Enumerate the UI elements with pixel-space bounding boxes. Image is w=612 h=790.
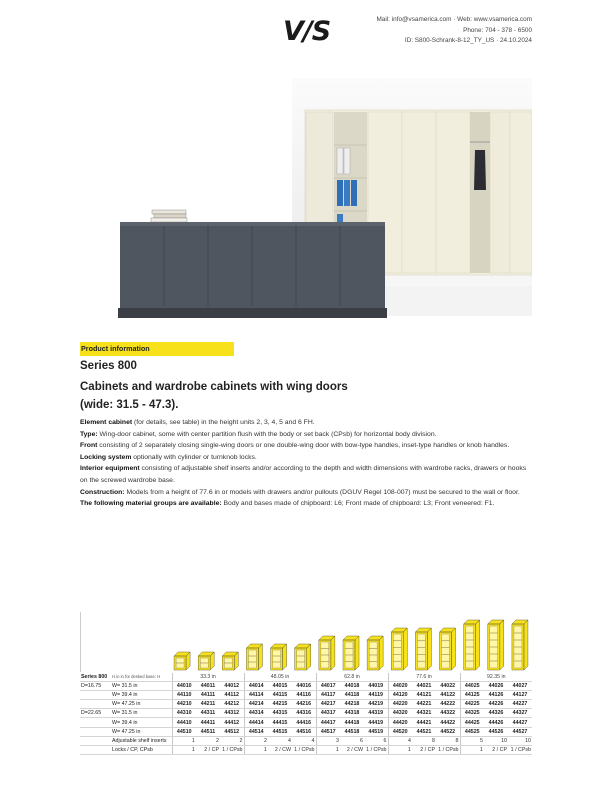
locks-row-value: 1 [172,745,196,754]
product-photo [80,60,532,336]
locks-row-value: 1 [388,745,412,754]
article-number: 44121 [412,691,436,700]
width-cell: W= 39.4 in [111,718,172,727]
article-number: 44510 [172,727,196,736]
article-number: 44126 [484,691,508,700]
paragraph-type: Type: Wing-door cabinet, some with center partition flush with the body or set back (CPsb) for horizontal body division. [80,430,437,438]
article-number: 44219 [364,700,388,709]
article-number: 44125 [460,691,484,700]
depth-cell [80,700,111,709]
article-number: 44111 [196,691,220,700]
cabinet-thumbnail [295,644,311,670]
height-header: 92.35 in [460,673,532,682]
cabinet-thumbnail [222,652,238,670]
article-number: 44416 [292,718,316,727]
row-spacer [80,736,111,745]
shelf-row-value: 2 [220,736,244,745]
article-number: 44114 [244,691,268,700]
table-row [80,709,532,718]
article-number: 44519 [364,727,388,736]
article-number: 44119 [364,691,388,700]
article-number: 44418 [340,718,364,727]
article-number: 44417 [316,718,340,727]
table-row [80,682,532,691]
article-number: 44016 [292,682,316,691]
shelf-row-value: 2 [196,736,220,745]
article-number: 44012 [220,682,244,691]
article-number: 44526 [484,727,508,736]
article-number: 44325 [460,709,484,718]
article-number: 44521 [412,727,436,736]
article-number: 44321 [412,709,436,718]
article-number: 44214 [244,700,268,709]
shelf-row-value: 8 [436,736,460,745]
article-number: 44211 [196,700,220,709]
headline-line: (wide: 31.5 - 47.3). [80,399,179,411]
paragraph-interior: Interior equipment consisting of adjustable shelf inserts and/or according to the depth and width dimensions with wardrobe racks, drawers or hooks on the screwed wardrobe base. [80,465,527,484]
article-number: 44015 [268,682,292,691]
cabinet-thumbnail [512,620,528,670]
table-row [80,727,532,736]
article-number: 44021 [412,682,436,691]
locks-row-value: 1 [460,745,484,754]
shelf-row-value: 10 [484,736,508,745]
table-header-row [80,673,532,682]
article-number: 44226 [484,700,508,709]
article-number: 44426 [484,718,508,727]
article-number: 44320 [388,709,412,718]
height-header: 33.3 in [172,673,244,682]
headline-line: Cabinets and wardrobe cabinets with wing doors [80,381,348,393]
shelf-row-value: 4 [388,736,412,745]
article-number: 44415 [268,718,292,727]
article-number: 44221 [412,700,436,709]
article-number: 44022 [436,682,460,691]
cabinet-thumbnail [488,620,504,670]
article-number: 44410 [172,718,196,727]
article-number: 44020 [388,682,412,691]
cabinet-thumbnail [415,628,431,670]
row-spacer [80,745,111,754]
height-header: 48.05 in [244,673,316,682]
article-number: 44419 [364,718,388,727]
article-number: 44318 [340,709,364,718]
paragraph-front: Front consisting of 2 separately closing single-wing doors or one double-wing door with bow-type handles, inset-type handles or knob handles. [80,442,510,450]
depth-cell [80,718,111,727]
shelf-row-value: 1 [172,736,196,745]
article-number: 44027 [508,682,532,691]
article-number: 44026 [484,682,508,691]
cabinet-thumbnail [246,644,262,670]
article-number: 44017 [316,682,340,691]
article-number: 44411 [196,718,220,727]
shelf-row-value: 10 [508,736,532,745]
cabinet-thumbnail [391,628,407,670]
headline [80,378,500,414]
article-number: 44527 [508,727,532,736]
article-number: 44421 [412,718,436,727]
article-number: 44110 [172,691,196,700]
depth-cell: D=16.75 [80,682,111,691]
article-number: 44316 [292,709,316,718]
shelf-row-value: 6 [340,736,364,745]
cabinet-thumbnails [170,612,532,672]
article-number: 44210 [172,700,196,709]
article-number: 44227 [508,700,532,709]
shelf-row-value: 5 [460,736,484,745]
cabinet-thumbnail [367,636,383,670]
shelf-row-value: 8 [412,736,436,745]
article-number: 44010 [172,682,196,691]
series-title: Series 800 [80,360,137,372]
paragraph-materials: The following material groups are available: Body and bases made of chipboard: L6; Front made of chipboard: L3; Front veneered: F1. [80,500,495,508]
height-header: 77.6 in [388,673,460,682]
table-left-rule [80,612,81,672]
shelf-row [80,736,532,745]
article-number: 44217 [316,700,340,709]
article-number: 44317 [316,709,340,718]
article-number: 44222 [436,700,460,709]
locks-row-value: 1 / CPsb [220,745,244,754]
shelf-row-value: 6 [364,736,388,745]
article-number: 44115 [268,691,292,700]
article-number: 44327 [508,709,532,718]
locks-row-value: 1 / CPsb [364,745,388,754]
article-number: 44514 [244,727,268,736]
article-number: 44120 [388,691,412,700]
article-number: 44011 [196,682,220,691]
article-number: 44520 [388,727,412,736]
contact-info [376,15,532,47]
locks-row [80,745,532,754]
table-row [80,700,532,709]
table-row [80,718,532,727]
article-number: 44310 [172,709,196,718]
height-label: H in in for desked base: H [111,673,172,682]
shelf-row-value: 4 [268,736,292,745]
article-number: 44025 [460,682,484,691]
article-number: 44422 [436,718,460,727]
article-number: 44315 [268,709,292,718]
article-number: 44117 [316,691,340,700]
description [80,417,532,510]
product-information-label: Product information [80,342,234,356]
cabinet-thumbnail [343,636,359,670]
cabinet-thumbnail [464,620,480,670]
article-number: 44122 [436,691,460,700]
article-number: 44116 [292,691,316,700]
article-number: 44215 [268,700,292,709]
locks-row-value: 2 / CP [484,745,508,754]
article-number: 44319 [364,709,388,718]
article-number: 44511 [196,727,220,736]
article-number: 44516 [292,727,316,736]
article-number: 44312 [220,709,244,718]
locks-row-value: 1 / CPsb [436,745,460,754]
locks-row-value: 2 / CW [268,745,292,754]
shelf-row-value: 3 [316,736,340,745]
width-cell: W= 31.5 in [111,709,172,718]
depth-cell: D=22.65 [80,709,111,718]
locks-row-label: Locks / CP, CPsb [111,745,172,754]
height-header: 62.8 in [316,673,388,682]
shelf-row-value: 4 [292,736,316,745]
article-number: 44014 [244,682,268,691]
article-number: 44018 [340,682,364,691]
paragraph-construction: Construction: Models from a height of 77.6 in or models with drawers and/or pullouts (DGUV Regel 108-007) must be secured to the wall or floor. [80,488,520,496]
article-number: 44322 [436,709,460,718]
article-number: 44517 [316,727,340,736]
article-number: 44218 [340,700,364,709]
article-number: 44425 [460,718,484,727]
paragraph-element-cabinet: Element cabinet (for details, see table) in the height units 2, 3, 4, 5 and 6 FH. [80,419,315,426]
article-number: 44412 [220,718,244,727]
article-number: 44216 [292,700,316,709]
contact-line-phone: Phone: 704 - 378 - 6500 [463,26,532,34]
article-number: 44019 [364,682,388,691]
article-number: 44314 [244,709,268,718]
article-number: 44225 [460,700,484,709]
locks-row-value: 1 [316,745,340,754]
series-label: Series 800 [80,673,111,682]
article-number: 44420 [388,718,412,727]
vs-logo: V/S [283,16,331,47]
width-cell: W= 47.25 in [111,700,172,709]
shelf-row-label: Adjustable shelf inserts [111,736,172,745]
cabinet-thumbnail [198,652,214,670]
locks-row-value: 2 / CP [412,745,436,754]
width-cell: W= 47.25 in [111,727,172,736]
locks-row-value: 2 / CW [340,745,364,754]
article-number: 44311 [196,709,220,718]
article-number: 44127 [508,691,532,700]
locks-row-value: 2 / CP [196,745,220,754]
cabinet-thumbnail [319,636,335,670]
article-number: 44326 [484,709,508,718]
locks-row-value: 1 [244,745,268,754]
locks-row-value: 1 / CPsb [508,745,532,754]
article-number: 44112 [220,691,244,700]
width-cell: W= 39.4 in [111,691,172,700]
article-number: 44414 [244,718,268,727]
article-number: 44118 [340,691,364,700]
locks-row-value: 1 / CPsb [292,745,316,754]
contact-line-mail: Mail: info@vsamerica.com · Web: www.vsamerica.com [376,16,532,23]
shelf-row-value: 2 [244,736,268,745]
article-number: 44525 [460,727,484,736]
table-row [80,691,532,700]
width-cell: W= 31.5 in [111,682,172,691]
depth-cell [80,727,111,736]
cabinet-thumbnail [174,652,190,670]
article-number: 44512 [220,727,244,736]
article-number: 44522 [436,727,460,736]
article-number: 44518 [340,727,364,736]
article-number: 44515 [268,727,292,736]
cabinet-thumbnail [440,628,456,670]
article-number: 44220 [388,700,412,709]
article-number: 44427 [508,718,532,727]
article-number: 44212 [220,700,244,709]
contact-line-id: ID: S800-Schrank-8-12_TY_US · 24.10.2024 [404,37,532,44]
cabinet-thumbnail [271,644,287,670]
paragraph-locking: Locking system optionally with cylinder or turnknob locks. [80,453,257,461]
depth-cell [80,691,111,700]
spec-table [80,673,532,755]
